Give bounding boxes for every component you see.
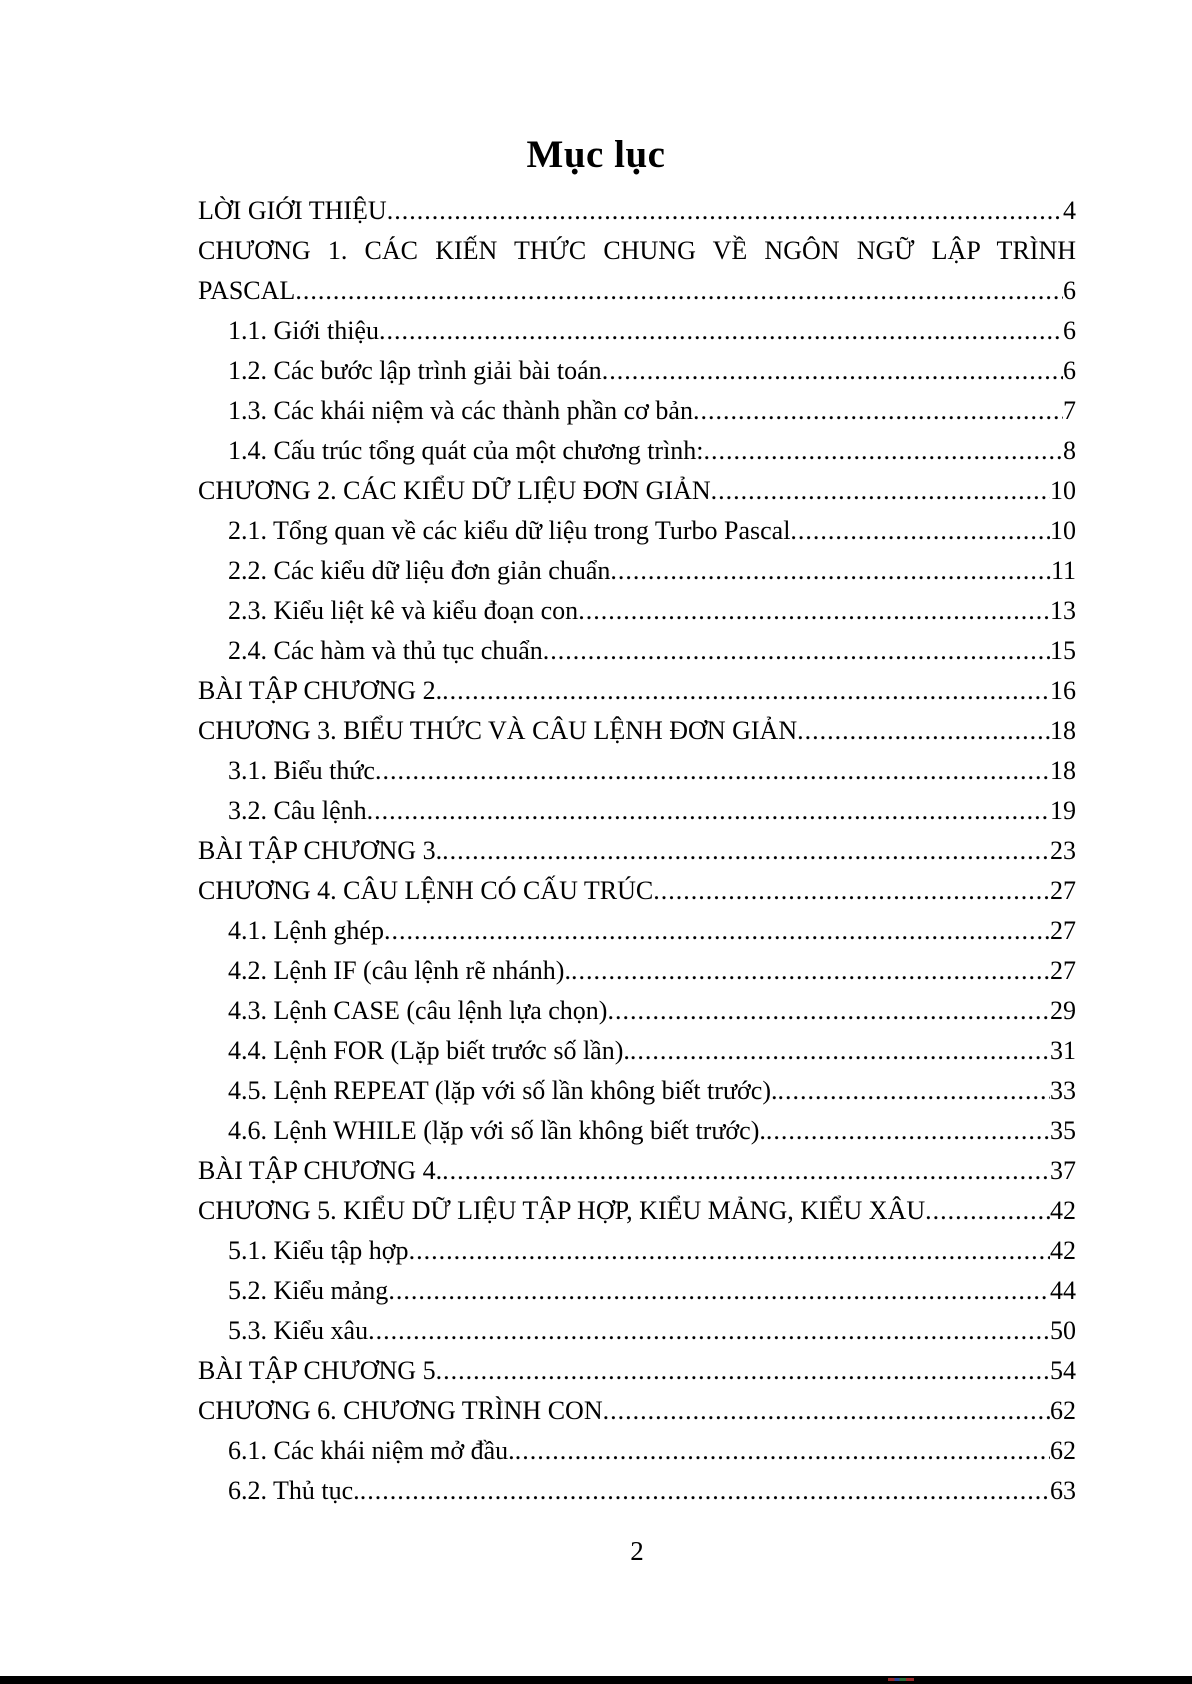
toc-leader-dots (571, 951, 1050, 991)
toc-leader-dots (797, 711, 1050, 751)
toc-leader-dots (790, 511, 1050, 551)
toc-page-number: 16 (1050, 676, 1076, 705)
toc-leader-dots (766, 1111, 1050, 1151)
toc-leader-dots (379, 311, 1063, 351)
toc-leader-dots (515, 1431, 1050, 1471)
toc-page-number: 62 (1050, 1396, 1076, 1425)
toc-leader-dots (360, 1471, 1050, 1511)
toc-entry (198, 1271, 1076, 1311)
toc-entry (198, 791, 1076, 831)
toc-page-number: 27 (1050, 876, 1076, 905)
toc-entry (198, 391, 1076, 431)
toc-page-number: 42 (1050, 1236, 1076, 1265)
toc-page-number: 27 (1050, 956, 1076, 985)
toc-page-number: 62 (1050, 1436, 1076, 1465)
toc-leader-dots (777, 1071, 1050, 1111)
toc-entry (198, 871, 1076, 911)
toc-entry-label: 3.1. Biểu thức (228, 756, 375, 785)
toc-entry (198, 191, 1076, 231)
toc-page-number: 18 (1050, 756, 1076, 785)
toc-entry (198, 1071, 1076, 1111)
toc-entry-label: CHƯƠNG 4. CÂU LỆNH CÓ CẤU TRÚC (198, 876, 654, 905)
toc-entry-label: 2.4. Các hàm và thủ tục chuẩn (228, 636, 543, 665)
toc-entry (198, 351, 1076, 391)
toc-leader-dots (367, 791, 1050, 831)
toc-entry-label: 2.3. Kiểu liệt kê và kiểu đoạn con (228, 596, 579, 625)
toc-leader-dots (387, 191, 1063, 231)
toc-page-number: 4 (1063, 196, 1076, 225)
toc-page-number: 6 (1063, 356, 1076, 385)
toc-leader-dots (925, 1191, 1050, 1231)
toc-entry-label: 4.3. Lệnh CASE (câu lệnh lựa chọn) (228, 996, 608, 1025)
toc-page-number: 23 (1050, 836, 1076, 865)
toc-entry-label: 5.2. Kiểu mảng (228, 1276, 389, 1305)
toc-entry-label: 4.6. Lệnh WHILE (lặp với số lần không biết trước). (228, 1116, 766, 1145)
toc-page-number: 54 (1050, 1356, 1076, 1385)
toc-page-number: 27 (1050, 916, 1076, 945)
toc-entry-label: 3.2. Câu lệnh (228, 796, 367, 825)
toc-entry-label: 4.1. Lệnh ghép (228, 916, 384, 945)
toc-page-number: 15 (1050, 636, 1076, 665)
toc-entry (198, 751, 1076, 791)
toc-page-number: 31 (1050, 1036, 1076, 1065)
toc-page-number: 35 (1050, 1116, 1076, 1145)
toc-leader-dots (711, 471, 1050, 511)
toc-page-number: 7 (1063, 396, 1076, 425)
toc-leader-dots (442, 671, 1050, 711)
toc-entry-label: BÀI TẬP CHƯƠNG 4. (198, 1156, 443, 1185)
toc-leader-dots (653, 871, 1050, 911)
next-page-artifact (888, 1678, 914, 1681)
toc-entry (198, 911, 1076, 951)
toc-entry-label: 2.1. Tổng quan về các kiểu dữ liệu trong Turbo Pascal (228, 516, 791, 545)
toc-page-number: 6 (1063, 316, 1076, 345)
toc-page-number: 63 (1050, 1476, 1076, 1505)
toc-entry-label: BÀI TẬP CHƯƠNG 2. (198, 676, 443, 705)
toc-leader-dots (368, 1311, 1050, 1351)
toc-leader-dots (295, 271, 1063, 311)
toc-entry-label: 5.1. Kiểu tập hợp (228, 1236, 409, 1265)
toc-entry (198, 591, 1076, 631)
toc-leader-dots (543, 631, 1050, 671)
toc-list (198, 191, 1076, 1511)
toc-entry-label: 1.1. Giới thiệu (228, 316, 379, 345)
toc-entry-label: 2.2. Các kiểu dữ liệu đơn giản chuẩn (228, 556, 611, 585)
toc-entry-label: 1.2. Các bước lập trình giải bài toán (228, 356, 602, 385)
toc-page-number: 29 (1050, 996, 1076, 1025)
toc-leader-dots (436, 1351, 1050, 1391)
toc-page-number: 10 (1050, 516, 1076, 545)
toc-entry (198, 1471, 1076, 1511)
toc-entry-label: 4.4. Lệnh FOR (Lặp biết trước số lần). (228, 1036, 630, 1065)
toc-entry (198, 1191, 1076, 1231)
toc-entry (198, 551, 1076, 591)
toc-page-number: 6 (1063, 276, 1076, 305)
toc-entry (198, 431, 1076, 471)
page-boundary-bar (0, 1676, 1192, 1684)
toc-entry (198, 1431, 1076, 1471)
toc-leader-dots (388, 1271, 1050, 1311)
toc-page-number: 11 (1050, 556, 1076, 585)
toc-page-number: 8 (1063, 436, 1076, 465)
toc-entry-label: 5.3. Kiểu xâu (228, 1316, 369, 1345)
toc-entry (198, 1231, 1076, 1271)
toc-page-number: 42 (1050, 1196, 1076, 1225)
toc-page-number: 18 (1050, 716, 1076, 745)
toc-entry (198, 271, 1076, 311)
toc-entry (198, 1151, 1076, 1191)
toc-entry (198, 1031, 1076, 1071)
toc-page-number: 44 (1050, 1276, 1076, 1305)
toc-entry-label: 1.4. Cấu trúc tổng quát của một chương trình: (228, 436, 704, 465)
toc-page-number: 10 (1050, 476, 1076, 505)
toc-entry-label: 4.5. Lệnh REPEAT (lặp với số lần không biết trước). (228, 1076, 778, 1105)
toc-entry (198, 1391, 1076, 1431)
toc-entry-label: CHƯƠNG 5. KIỂU DỮ LIỆU TẬP HỢP, KIỂU MẢNG, KIỂU XÂU (198, 1196, 926, 1225)
toc-leader-dots (603, 1391, 1050, 1431)
toc-leader-dots (442, 831, 1050, 871)
toc-entry (198, 471, 1076, 511)
footer-page-number: 2 (630, 1536, 644, 1566)
toc-leader-dots (693, 391, 1063, 431)
toc-page-number: 50 (1050, 1316, 1076, 1345)
toc-entry (198, 1111, 1076, 1151)
toc-entry-label: CHƯƠNG 2. CÁC KIỂU DỮ LIỆU ĐƠN GIẢN (198, 476, 711, 505)
toc-entry-label: CHƯƠNG 6. CHƯƠNG TRÌNH CON (198, 1396, 603, 1425)
toc-entry-line1: CHƯƠNG 1. CÁC KIẾN THỨC CHUNG VỀ NGÔN NGỮ LẬP TRÌNH (198, 236, 1076, 265)
toc-leader-dots (610, 551, 1051, 591)
toc-entry-label: 1.3. Các khái niệm và các thành phần cơ bản (228, 396, 693, 425)
toc-entry (198, 1351, 1076, 1391)
toc-entry (198, 311, 1076, 351)
toc-page-number: 13 (1050, 596, 1076, 625)
toc-leader-dots (630, 1031, 1050, 1071)
toc-title: Mục lục (526, 133, 666, 176)
toc-leader-dots (607, 991, 1050, 1031)
toc-page-number: 19 (1050, 796, 1076, 825)
toc-entry-label: PASCAL (198, 276, 296, 305)
toc-entry-label: 4.2. Lệnh IF (câu lệnh rẽ nhánh). (228, 956, 571, 985)
toc-entry-label: 6.1. Các khái niệm mở đầu. (228, 1436, 515, 1465)
toc-entry-label: 6.2. Thủ tục. (228, 1476, 360, 1505)
toc-entry-label: LỜI GIỚI THIỆU (198, 196, 387, 225)
toc-entry (198, 511, 1076, 551)
toc-leader-dots (409, 1231, 1050, 1271)
toc-leader-dots (602, 351, 1063, 391)
toc-entry (198, 1311, 1076, 1351)
toc-entry-label: BÀI TẬP CHƯƠNG 3. (198, 836, 443, 865)
toc-leader-dots (578, 591, 1050, 631)
toc-entry (198, 951, 1076, 991)
toc-entry-label: CHƯƠNG 3. BIỂU THỨC VÀ CÂU LỆNH ĐƠN GIẢN (198, 716, 798, 745)
toc-entry (198, 631, 1076, 671)
toc-leader-dots (442, 1151, 1050, 1191)
toc-leader-dots (375, 751, 1050, 791)
toc-entry (198, 991, 1076, 1031)
toc-entry-label: BÀI TẬP CHƯƠNG 5 (198, 1356, 436, 1385)
toc-leader-dots (704, 431, 1063, 471)
toc-page-number: 37 (1050, 1156, 1076, 1185)
toc-entry (198, 831, 1076, 871)
toc-leader-dots (384, 911, 1050, 951)
toc-entry (198, 711, 1076, 751)
toc-page-number: 33 (1050, 1076, 1076, 1105)
toc-entry (198, 671, 1076, 711)
